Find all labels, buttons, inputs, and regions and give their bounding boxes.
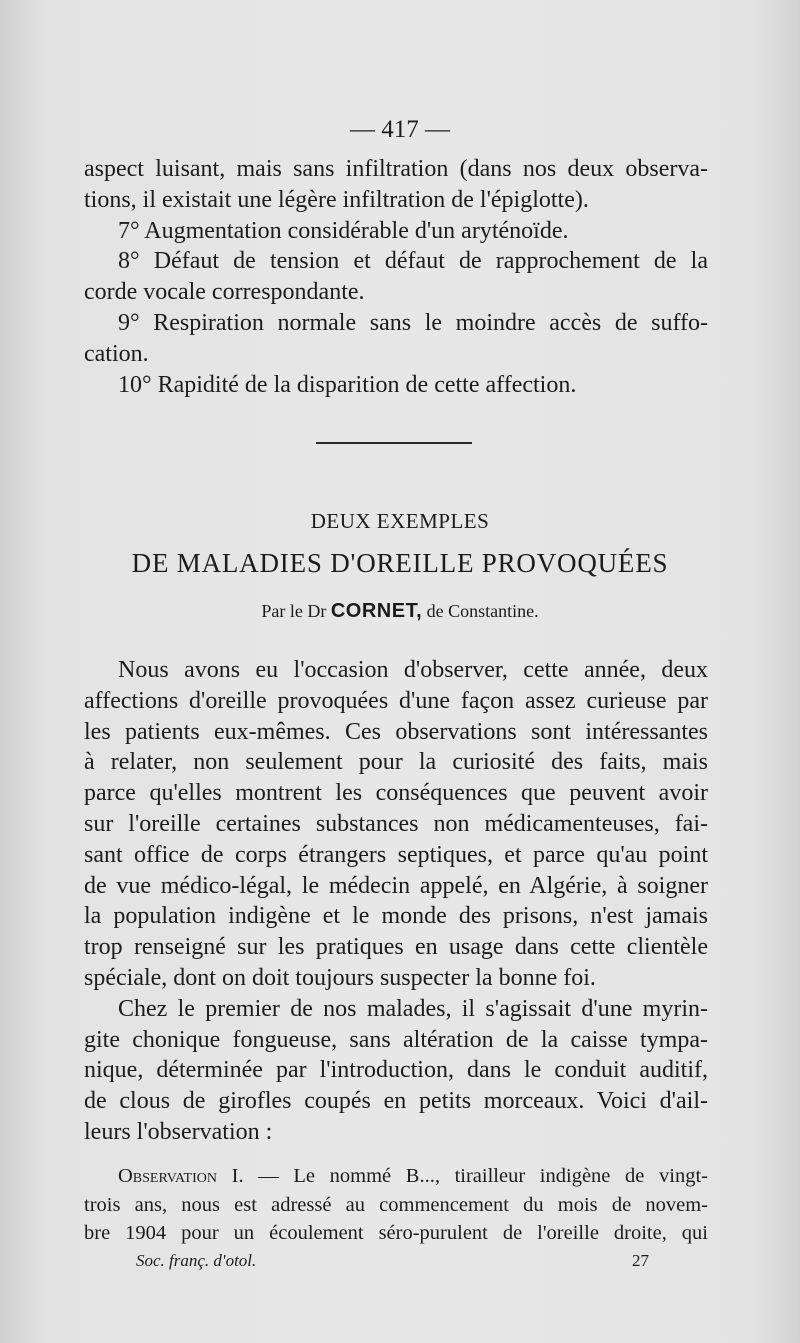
text-line: bre 1904 pour un écoulement séro-purulent de l'oreille droite, qui	[84, 1222, 708, 1244]
footer-sheet-number: 27	[632, 1251, 649, 1270]
text-line: affections d'oreille provoquées d'une façon assez curieuse par	[84, 687, 708, 714]
footer-journal-signature: Soc. franç. d'otol.	[136, 1251, 257, 1270]
text-line: gite chonique fongueuse, sans altération de la caisse tympa-	[84, 1026, 708, 1053]
text-line: nique, déterminée par l'introduction, dans le conduit auditif,	[84, 1057, 708, 1084]
text-line: aspect luisant, mais sans infiltration (dans nos deux observa-	[84, 156, 708, 182]
text-line: leurs l'observation :	[84, 1118, 273, 1145]
observation-text: — Le nommé B..., tirailleur indigène de vingt-	[243, 1165, 708, 1187]
section-heading-line2: DE MALADIES D'OREILLE PROVOQUÉES	[131, 548, 669, 578]
observation-label: Observation I.	[118, 1165, 244, 1187]
text-line: spéciale, dont on doit toujours suspecter la bonne foi.	[84, 964, 596, 991]
page-number: — 417 —	[350, 116, 450, 143]
text-line: trois ans, nous est adressé au commencement du mois de novem-	[84, 1193, 708, 1216]
text-line: 9° Respiration normale sans le moindre accès de suffo-	[118, 309, 708, 336]
text-line: sant office de corps étrangers septiques, et parce qu'au point	[84, 841, 708, 868]
author-name: CORNET,	[330, 600, 423, 622]
text-line: à relater, non seulement pour la curiosité des faits, mais	[84, 749, 708, 776]
text-line: cation.	[84, 340, 149, 367]
text-line: tions, il existait une légère infiltration de l'épiglotte).	[84, 186, 589, 213]
byline-prefix: Par le Dr	[261, 601, 327, 621]
byline-suffix: de Constantine.	[426, 601, 539, 621]
text-line: les patients eux-mêmes. Ces observations sont intéressantes	[84, 718, 708, 745]
text-line: 8° Défaut de tension et défaut de rapprochement de la	[118, 248, 708, 275]
text-line	[84, 1162, 708, 1191]
text-line: corde vocale correspondante.	[84, 279, 365, 306]
text-line: de vue médico-légal, le médecin appelé, en Algérie, à soigner	[84, 872, 708, 899]
section-divider	[316, 442, 472, 444]
section-heading-line1: DEUX EXEMPLES	[310, 509, 490, 533]
text-line: trop renseigné sur les pratiques en usage dans cette clientèle	[84, 934, 708, 961]
text-line: sur l'oreille certaines substances non médicamenteuses, fai-	[84, 810, 708, 837]
text-line: Chez le premier de nos malades, il s'agissait d'une myrin-	[118, 995, 708, 1022]
text-line: de clous de girofles coupés en petits morceaux. Voici d'ail-	[84, 1088, 708, 1115]
observation-paragraph	[84, 1162, 708, 1248]
text-line: parce qu'elles montrent les conséquences que peuvent avoir	[84, 780, 708, 807]
text-line: 7° Augmentation considérable d'un aryténoïde.	[118, 217, 569, 244]
intro-paragraph	[84, 154, 708, 400]
body-text	[84, 655, 708, 1148]
text-line: 10° Rapidité de la disparition de cette affection.	[118, 371, 577, 398]
text-line: Nous avons eu l'occasion d'observer, cette année, deux	[118, 657, 708, 683]
author-byline	[0, 600, 800, 623]
text-line: la population indigène et le monde des prisons, n'est jamais	[84, 903, 708, 930]
